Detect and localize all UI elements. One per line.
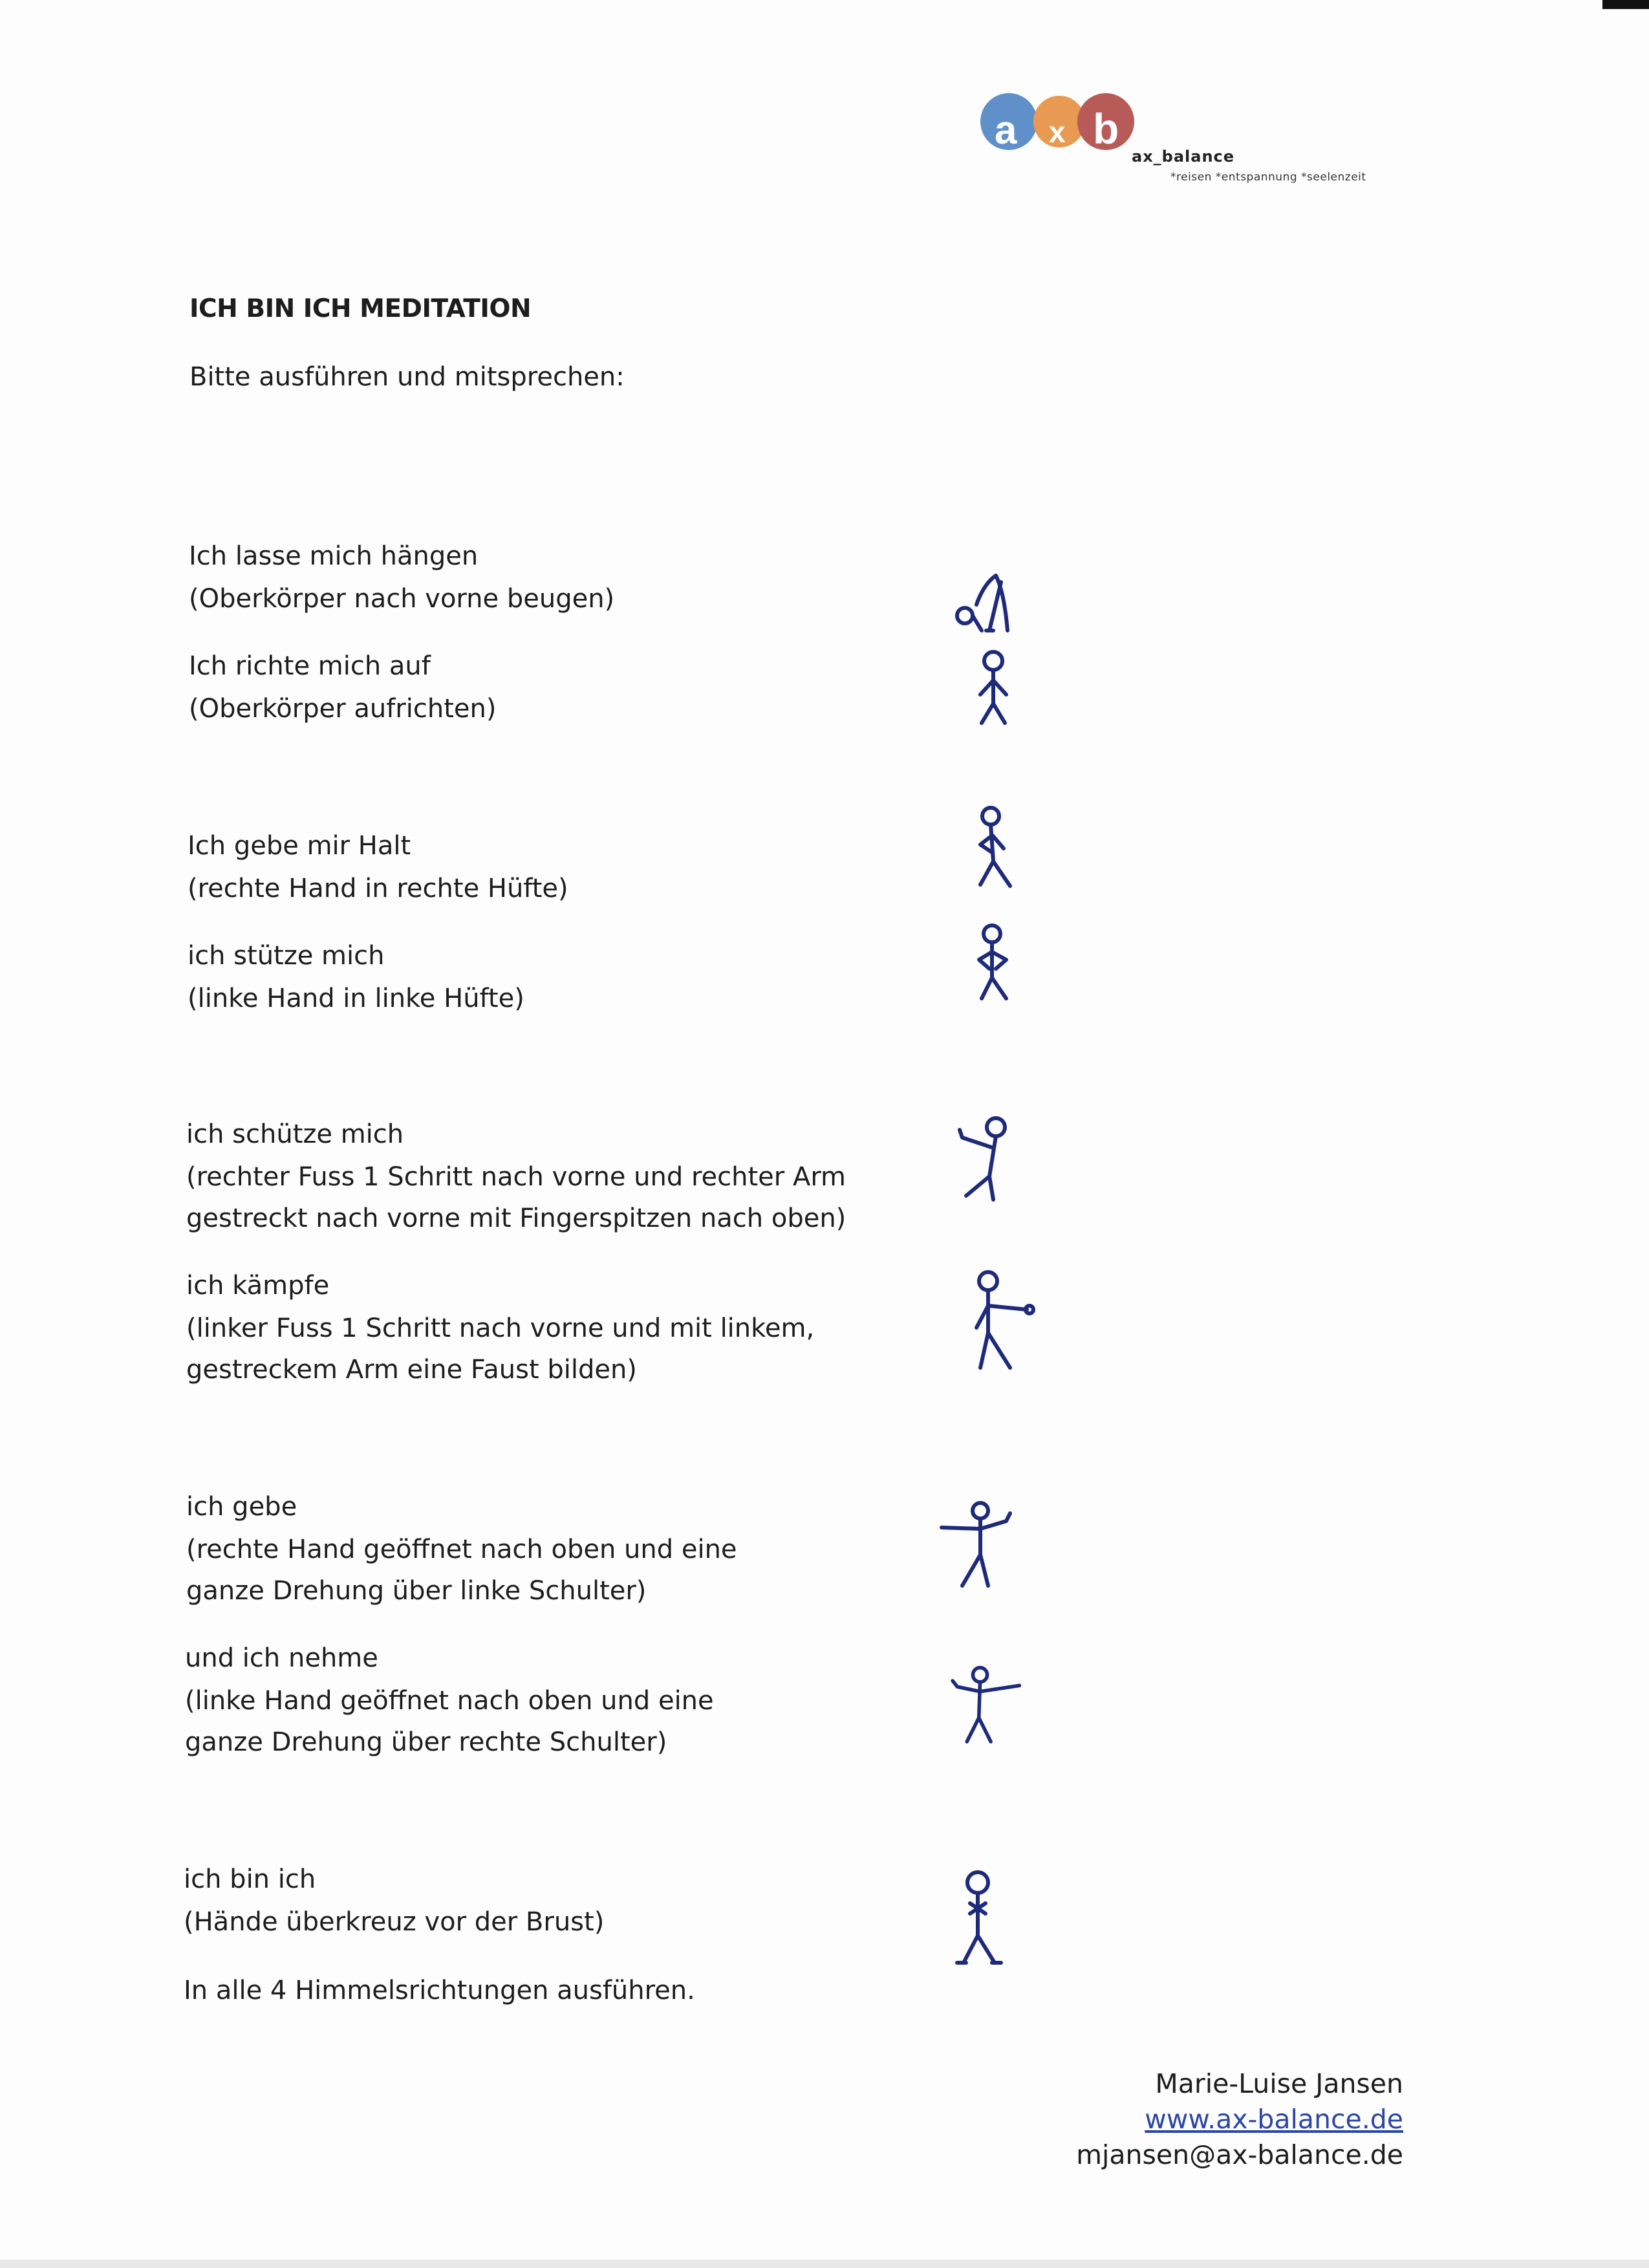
step-4-instruction: (linke Hand in linke Hüfte) bbox=[188, 984, 524, 1013]
document-title: ICH BIN ICH MEDITATION bbox=[189, 294, 532, 323]
step-9-instruction: (Hände überkreuz vor der Brust) bbox=[184, 1907, 605, 1937]
step-1-instruction: (Oberkörper nach vorne beugen) bbox=[189, 584, 615, 614]
step-2-instruction: (Oberkörper aufrichten) bbox=[189, 694, 497, 724]
step-6-instruction-line-2: gestreckem Arm eine Faust bilden) bbox=[186, 1355, 637, 1385]
step-5-instruction-line-2: gestreckt nach vorne mit Fingerspitzen nach oben) bbox=[186, 1204, 846, 1233]
footer-author: Marie-Luise Jansen bbox=[1155, 2068, 1403, 2099]
step-4-title: ich stütze mich bbox=[188, 941, 385, 971]
footer-website-link[interactable]: www.ax-balance.de bbox=[1145, 2104, 1403, 2135]
logo-tagline: *reisen *entspannung *seelenzeit bbox=[1170, 171, 1366, 184]
bending-forward-stick-figure-icon bbox=[951, 569, 1028, 640]
step-3-title: Ich gebe mir Halt bbox=[188, 831, 411, 861]
step-8-instruction-line-2: ganze Drehung über rechte Schulter) bbox=[185, 1727, 667, 1757]
step-2-title: Ich richte mich auf bbox=[189, 651, 431, 681]
hand-on-right-hip-stick-figure-icon bbox=[956, 802, 1033, 892]
logo-letter-x: x bbox=[1049, 115, 1066, 149]
scan-edge-mark bbox=[1602, 0, 1649, 9]
logo-letter-b: b bbox=[1093, 105, 1119, 153]
company-logo bbox=[976, 91, 1416, 194]
logo-brand-name: ax_balance bbox=[1132, 147, 1235, 166]
footer-email[interactable]: mjansen@ax-balance.de bbox=[1076, 2139, 1403, 2170]
taking-stick-figure-icon bbox=[945, 1656, 1023, 1753]
upright-stick-figure-icon bbox=[956, 647, 1033, 731]
step-7-title: ich gebe bbox=[186, 1492, 297, 1522]
crossed-hands-stick-figure-icon bbox=[944, 1866, 1022, 1969]
step-5-instruction-line-1: (rechter Fuss 1 Schritt nach vorne und rechter Arm bbox=[186, 1162, 846, 1192]
step-3-instruction: (rechte Hand in rechte Hüfte) bbox=[188, 874, 568, 903]
hands-on-hips-stick-figure-icon bbox=[956, 918, 1033, 1009]
document-intro: Bitte ausführen und mitsprechen: bbox=[189, 362, 625, 392]
step-5-title: ich schütze mich bbox=[186, 1119, 404, 1149]
axb-logo-circles-icon bbox=[976, 91, 1145, 162]
step-6-title: ich kämpfe bbox=[186, 1271, 330, 1301]
step-9-title: ich bin ich bbox=[184, 1864, 316, 1894]
step-1-title: Ich lasse mich hängen bbox=[189, 541, 479, 571]
step-7-instruction-line-1: (rechte Hand geöffnet nach oben und eine bbox=[186, 1535, 737, 1564]
giving-stick-figure-icon bbox=[936, 1495, 1014, 1592]
step-8-title: und ich nehme bbox=[185, 1643, 378, 1673]
logo-letter-a: a bbox=[995, 108, 1017, 153]
step-7-instruction-line-2: ganze Drehung über linke Schulter) bbox=[186, 1576, 647, 1606]
fist-stick-figure-icon bbox=[962, 1264, 1040, 1381]
protecting-stick-figure-icon bbox=[951, 1109, 1028, 1206]
step-6-instruction-line-1: (linker Fuss 1 Schritt nach vorne und mit linkem, bbox=[186, 1313, 815, 1343]
closing-note: In alle 4 Himmelsrichtungen ausführen. bbox=[184, 1976, 695, 2005]
scan-bottom-edge bbox=[0, 2260, 1649, 2268]
step-8-instruction-line-1: (linke Hand geöffnet nach oben und eine bbox=[185, 1686, 714, 1716]
